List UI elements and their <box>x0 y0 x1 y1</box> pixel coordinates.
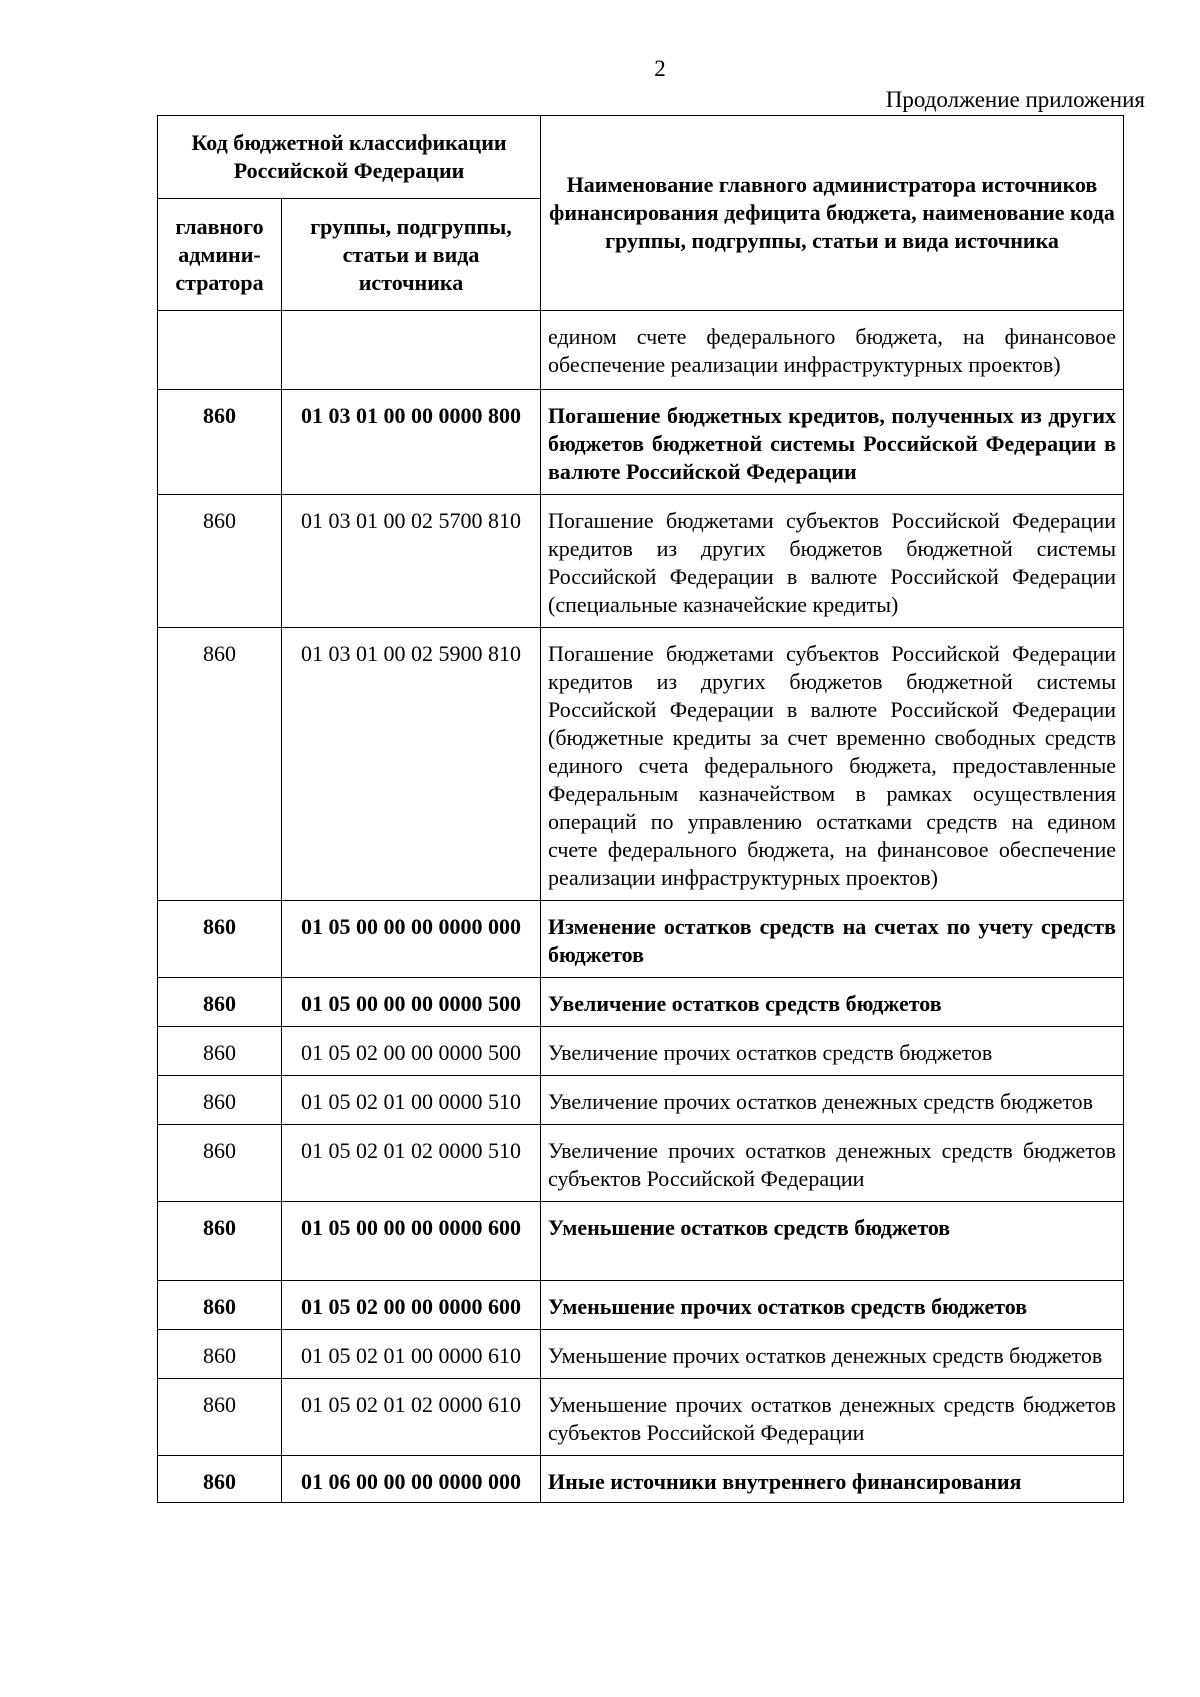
source-code-cell: 01 03 01 00 02 5900 810 <box>282 628 541 901</box>
name-cell: Погашение бюджетами субъектов Российской Федерации кредитов из других бюджетов бюджетной системы Российской Федерации в валюте Российской Федерации (специальные казначейские кредиты) <box>541 495 1124 628</box>
admin-code-cell: 860 <box>158 1125 282 1202</box>
admin-code-cell: 860 <box>158 901 282 978</box>
source-code-cell: 01 05 02 01 02 0000 510 <box>282 1125 541 1202</box>
admin-code-cell: 860 <box>158 1202 282 1281</box>
table-row <box>158 1330 1124 1379</box>
source-code-cell: 01 05 02 01 00 0000 610 <box>282 1330 541 1379</box>
admin-code-cell: 860 <box>158 1456 282 1503</box>
admin-code-cell: 860 <box>158 390 282 495</box>
admin-code-cell <box>158 311 282 390</box>
admin-code-cell: 860 <box>158 628 282 901</box>
name-cell: Уменьшение прочих остатков средств бюджетов <box>541 1281 1124 1330</box>
table-row <box>158 901 1124 978</box>
source-code-cell: 01 06 00 00 00 0000 000 <box>282 1456 541 1503</box>
table-row <box>158 1379 1124 1456</box>
name-cell: Увеличение прочих остатков средств бюджетов <box>541 1027 1124 1076</box>
admin-code-cell: 860 <box>158 1281 282 1330</box>
table-row <box>158 1202 1124 1281</box>
budget-classification-table <box>157 115 1124 1503</box>
table-row <box>158 311 1124 390</box>
table-row <box>158 390 1124 495</box>
name-cell: Иные источники внутреннего финансирования <box>541 1456 1124 1503</box>
name-cell: Увеличение прочих остатков денежных средств бюджетов субъектов Российской Федерации <box>541 1125 1124 1202</box>
table-row <box>158 1456 1124 1503</box>
table-row <box>158 1076 1124 1125</box>
table-row <box>158 628 1124 901</box>
admin-code-cell: 860 <box>158 495 282 628</box>
header-main-admin: главного админи-стратора <box>158 199 282 311</box>
name-cell: Увеличение прочих остатков денежных средств бюджетов <box>541 1076 1124 1125</box>
name-cell: Уменьшение прочих остатков денежных средств бюджетов <box>541 1330 1124 1379</box>
source-code-cell <box>282 311 541 390</box>
source-code-cell: 01 05 00 00 00 0000 500 <box>282 978 541 1027</box>
source-code-cell: 01 05 02 00 00 0000 500 <box>282 1027 541 1076</box>
header-source-code: группы, подгруппы, статьи и вида источника <box>282 199 541 311</box>
source-code-cell: 01 05 02 01 00 0000 510 <box>282 1076 541 1125</box>
source-code-cell: 01 05 00 00 00 0000 000 <box>282 901 541 978</box>
admin-code-cell: 860 <box>158 1379 282 1456</box>
page-number: 2 <box>654 56 666 81</box>
admin-code-cell: 860 <box>158 1330 282 1379</box>
header-group-code: Код бюджетной классификации Российской Федерации <box>158 116 541 199</box>
name-cell: Погашение бюджетных кредитов, полученных из других бюджетов бюджетной системы Российской Федерации в валюте Российской Федерации <box>541 390 1124 495</box>
table-row <box>158 978 1124 1027</box>
continuation-label: Продолжение приложения <box>885 87 1145 112</box>
source-code-cell: 01 05 02 01 02 0000 610 <box>282 1379 541 1456</box>
name-cell: едином счете федерального бюджета, на финансовое обеспечение реализации инфраструктурных проектов) <box>541 311 1124 390</box>
source-code-cell: 01 05 02 00 00 0000 600 <box>282 1281 541 1330</box>
source-code-cell: 01 05 00 00 00 0000 600 <box>282 1202 541 1281</box>
name-cell: Изменение остатков средств на счетах по учету средств бюджетов <box>541 901 1124 978</box>
table-row <box>158 1027 1124 1076</box>
table-row <box>158 1281 1124 1330</box>
admin-code-cell: 860 <box>158 978 282 1027</box>
admin-code-cell: 860 <box>158 1027 282 1076</box>
admin-code-cell: 860 <box>158 1076 282 1125</box>
name-cell: Погашение бюджетами субъектов Российской Федерации кредитов из других бюджетов бюджетной системы Российской Федерации в валюте Российской Федерации (бюджетные кредиты за счет временно свободных средств единого счета федерального бюджета, предоставленные Федеральным казначейством в рамках осуществления операций по управлению остатками средств на едином счете федерального бюджета, на финансовое обеспечение реализации инфраструктурных проектов) <box>541 628 1124 901</box>
table-row <box>158 495 1124 628</box>
name-cell: Уменьшение остатков средств бюджетов <box>541 1202 1124 1281</box>
source-code-cell: 01 03 01 00 00 0000 800 <box>282 390 541 495</box>
header-name: Наименование главного администратора источников финансирования дефицита бюджета, наименование кода группы, подгруппы, статьи и вида источника <box>541 116 1124 311</box>
name-cell: Увеличение остатков средств бюджетов <box>541 978 1124 1027</box>
source-code-cell: 01 03 01 00 02 5700 810 <box>282 495 541 628</box>
name-cell: Уменьшение прочих остатков денежных средств бюджетов субъектов Российской Федерации <box>541 1379 1124 1456</box>
table-row <box>158 1125 1124 1202</box>
